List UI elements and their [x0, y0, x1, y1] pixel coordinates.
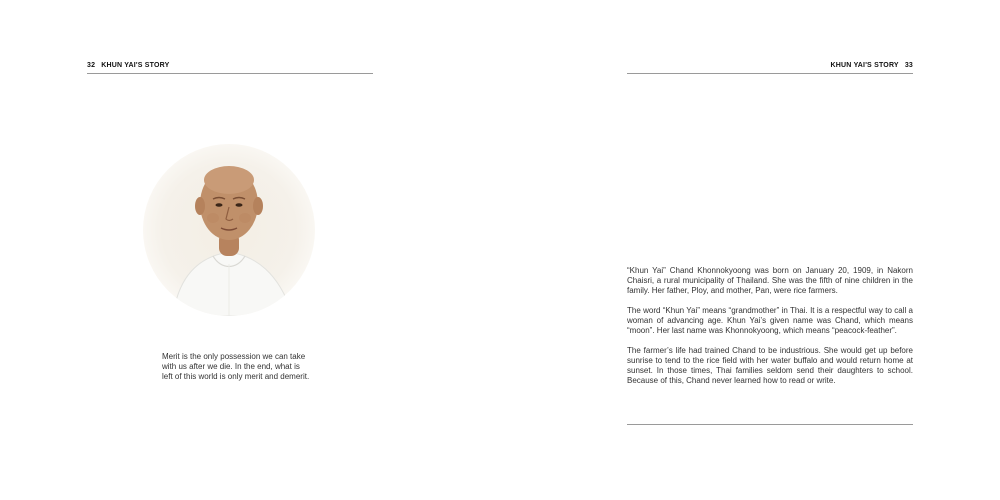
left-running-head [87, 62, 373, 69]
story-body [627, 266, 913, 396]
right-footer-rule [627, 424, 913, 425]
paragraph-farmer-life: The farmer’s life had trained Chand to be industrious. She would get up before sunrise to tend to the rice field with her water buffalo and would return home at sunset. In those times, Thai families seldom send their daughters to school. Because of this, Chand never learned how to read or write. [627, 346, 913, 385]
right-running-head-title: KHUN YAI'S STORY [830, 62, 899, 69]
paragraph-birth: “Khun Yai” Chand Khonnokyoong was born on January 20, 1909, in Nakorn Chaisri, a rural municipality of Thailand. She was the fifth of nine children in the family. Her father, Ploy, and mother, Pan, were rice farmers. [627, 266, 913, 295]
right-page [500, 0, 1000, 500]
portrait-photo [143, 144, 315, 316]
left-header-rule [87, 73, 373, 74]
right-running-head [627, 62, 913, 69]
left-page-number: 32 [87, 62, 96, 69]
left-running-head-title: KHUN YAI'S STORY [101, 62, 170, 69]
merit-quote: Merit is the only possession we can take with us after we die. In the end, what is left of this world is only merit and demerit. [162, 352, 310, 381]
right-header-rule [627, 73, 913, 74]
paragraph-name-meaning: The word “Khun Yai” means “grandmother” in Thai. It is a respectful way to call a woman of advancing age. Khun Yai’s given name was Chand, which means “moon”. Her last name was Khonnokyoong, which means “peacock-feather”. [627, 306, 913, 335]
right-page-number: 33 [904, 62, 913, 69]
portrait-illustration [143, 144, 315, 316]
